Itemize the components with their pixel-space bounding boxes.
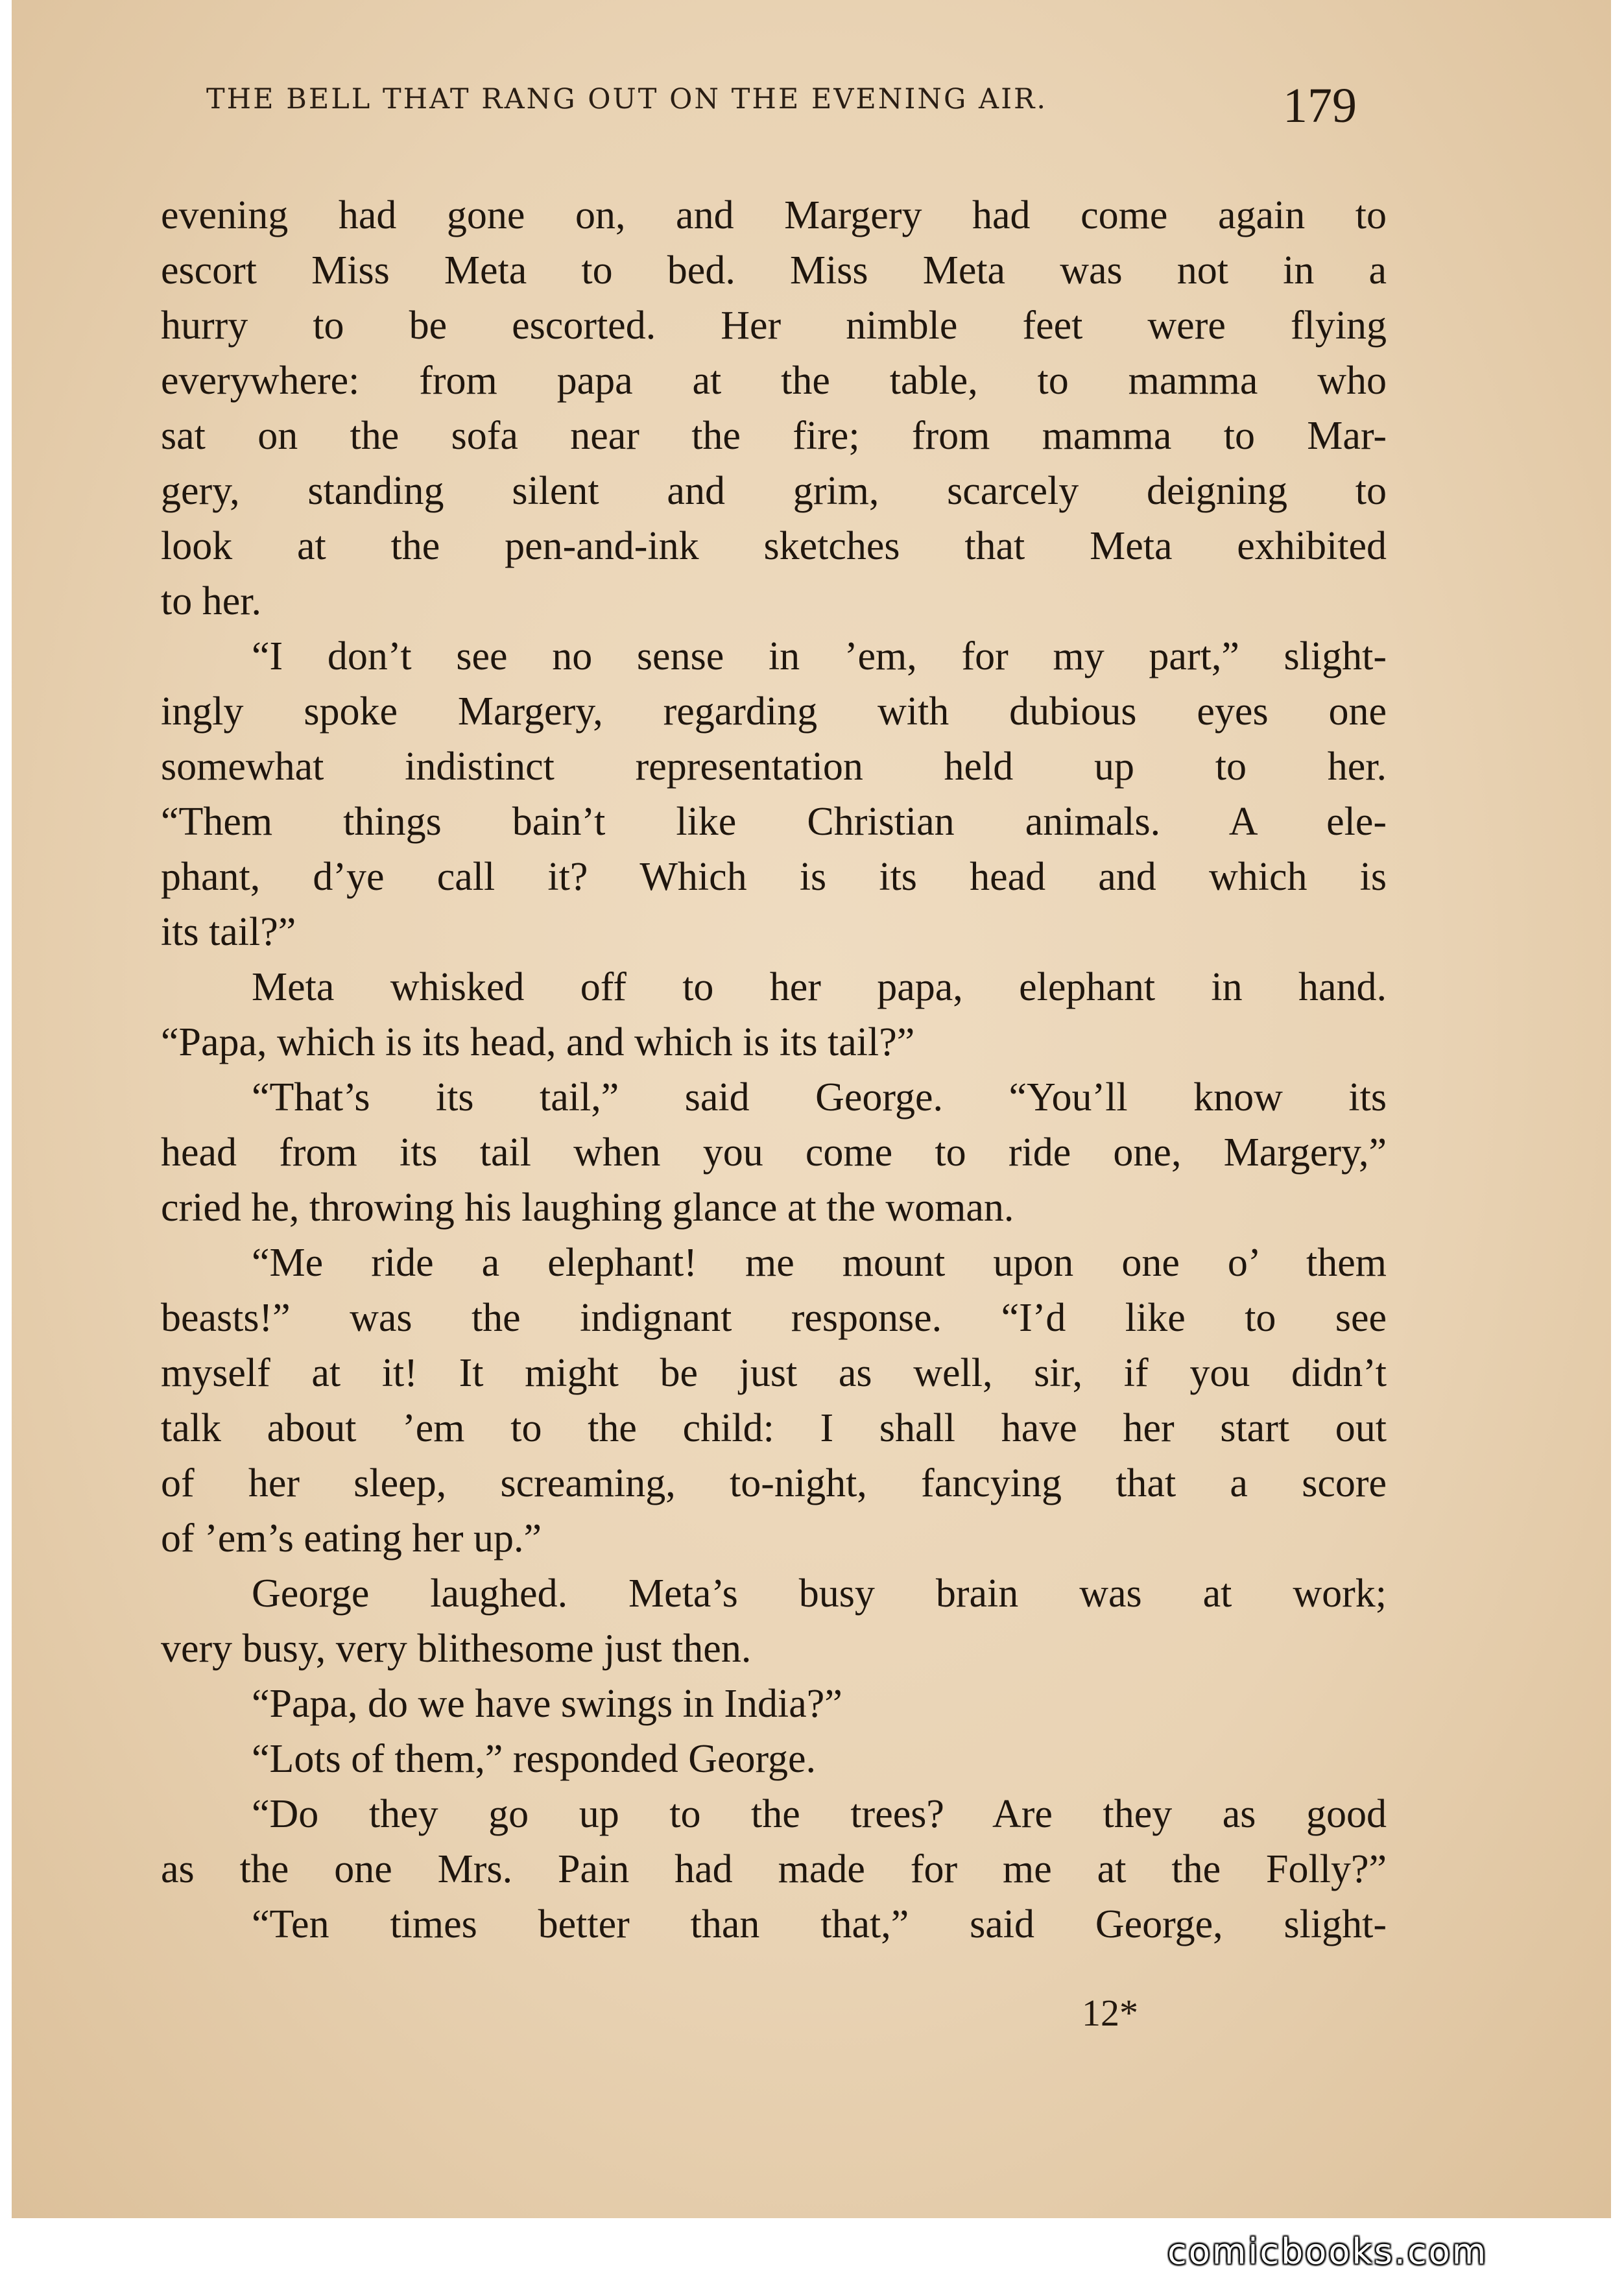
text-line: evening had gone on, and Margery had come again to	[161, 193, 1387, 237]
text-line: everywhere: from papa at the table, to mamma who	[161, 359, 1387, 403]
signature-mark: 12*	[1082, 1992, 1138, 2034]
text-line: beasts!” was the indignant response. “I’d like to see	[161, 1296, 1387, 1340]
text-line: of ’em’s eating her up.”	[161, 1516, 542, 1561]
text-line: “That’s its tail,” said George. “You’ll know its	[252, 1075, 1387, 1119]
text-line: look at the pen-and-ink sketches that Meta exhibited	[161, 524, 1387, 568]
text-line: “I don’t see no sense in ’em, for my part,” slight-	[252, 634, 1387, 678]
text-line: gery, standing silent and grim, scarcely deigning to	[161, 469, 1387, 513]
text-line: “Ten times better than that,” said George, slight-	[252, 1902, 1387, 1946]
text-line: of her sleep, screaming, to-night, fancying that a score	[161, 1461, 1387, 1505]
text-line: sat on the sofa near the fire; from mamma to Mar-	[161, 414, 1387, 458]
text-line: “Do they go up to the trees? Are they as good	[252, 1792, 1387, 1836]
text-line: talk about ’em to the child: I shall have her start out	[161, 1406, 1387, 1450]
text-line: hurry to be escorted. Her nimble feet were flying	[161, 304, 1387, 348]
site-watermark: comicbooks.com	[1167, 2231, 1488, 2272]
text-line: “Papa, do we have swings in India?”	[252, 1682, 842, 1726]
text-line: “Papa, which is its head, and which is its tail?”	[161, 1020, 915, 1064]
body-text	[161, 188, 1387, 1952]
text-line: head from its tail when you come to ride one, Margery,”	[161, 1130, 1387, 1175]
text-line: as the one Mrs. Pain had made for me at the Folly?”	[161, 1847, 1387, 1891]
text-line: ingly spoke Margery, regarding with dubious eyes one	[161, 689, 1387, 734]
text-line: cried he, throwing his laughing glance at the woman.	[161, 1186, 1014, 1230]
text-line: “Lots of them,” responded George.	[252, 1737, 817, 1781]
text-line: George laughed. Meta’s busy brain was at work;	[252, 1572, 1387, 1616]
text-line: very busy, very blithesome just then.	[161, 1627, 752, 1671]
text-line: myself at it! It might be just as well, sir, if you didn’t	[161, 1351, 1387, 1395]
text-line: “Them things bain’t like Christian animals. A ele-	[161, 800, 1387, 844]
text-line: Meta whisked off to her papa, elephant in hand.	[252, 965, 1387, 1009]
text-line: escort Miss Meta to bed. Miss Meta was not in a	[161, 248, 1387, 293]
running-title: THE BELL THAT RANG OUT ON THE EVENING AIR.	[206, 83, 1048, 115]
text-line: somewhat indistinct representation held up to her.	[161, 745, 1387, 789]
text-line: its tail?”	[161, 910, 296, 954]
text-line: to her.	[161, 579, 261, 623]
text-line: phant, d’ye call it? Which is its head and which is	[161, 855, 1387, 899]
page-number: 179	[1283, 78, 1357, 133]
book-page	[12, 0, 1611, 2218]
text-line: “Me ride a elephant! me mount upon one o’ them	[252, 1241, 1387, 1285]
